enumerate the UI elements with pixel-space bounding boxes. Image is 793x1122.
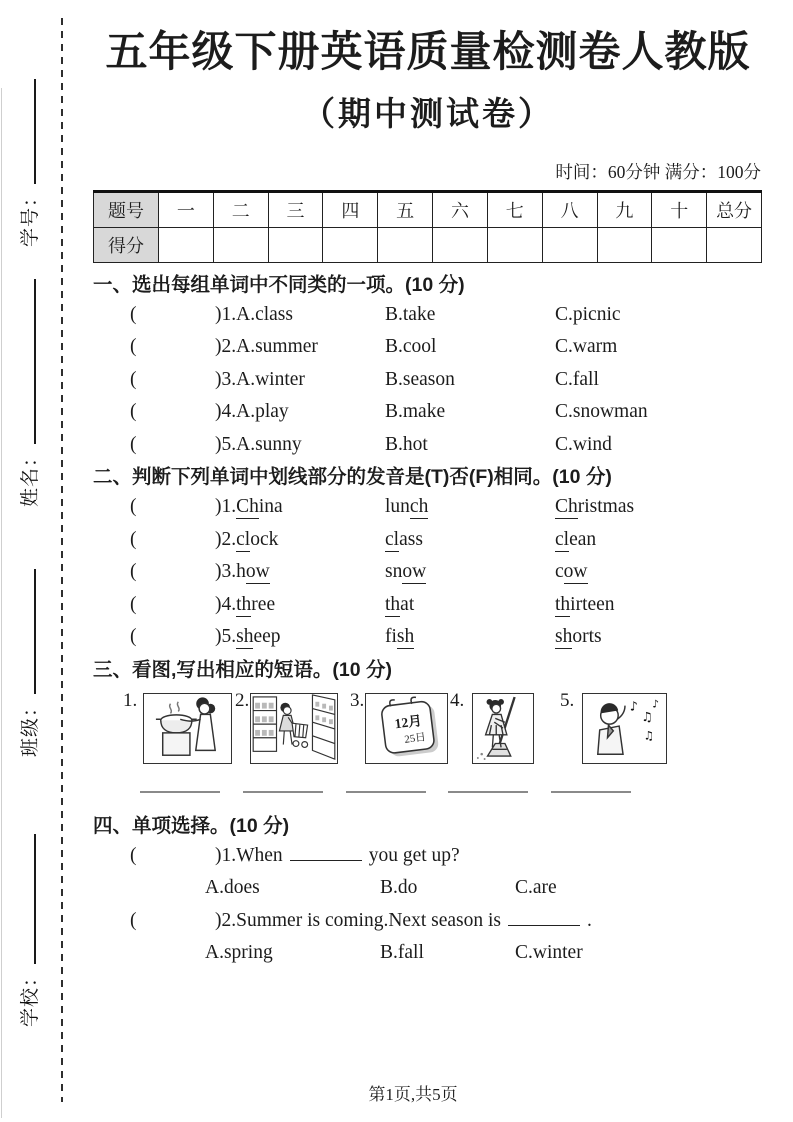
fold-dashed-line [61, 18, 63, 1102]
underlined-letters: Ch [236, 496, 259, 517]
score-cell[interactable] [433, 227, 488, 262]
section2-questions [93, 493, 763, 656]
answer-paren-close: ) [215, 401, 222, 422]
underlined-letters: ch [409, 496, 429, 517]
question-row [93, 301, 763, 334]
option-b: B.make [385, 401, 446, 422]
score-table-corner: 题号 [94, 191, 159, 227]
score-col: 七 [487, 191, 542, 227]
calendar-day: 25日 [403, 730, 427, 746]
options-row [93, 874, 763, 907]
answer-paren-close: ) [215, 303, 222, 325]
score-cell[interactable] [213, 227, 268, 262]
test-paper [93, 0, 763, 972]
option-c: C.wind [555, 433, 612, 455]
word-2: snow [385, 561, 427, 582]
answer-paren-close: ) [215, 496, 222, 517]
word-3: thirteen [555, 593, 615, 615]
cooking-illustration [144, 694, 231, 763]
question-row [93, 907, 763, 940]
word-1: sheep [236, 626, 281, 647]
page-title: 五年级下册英语质量检测卷人教版 [105, 30, 751, 76]
question-row [93, 842, 763, 875]
picture-boy-music [582, 693, 667, 764]
word-2: class [385, 528, 423, 550]
score-cell[interactable] [597, 227, 652, 262]
underlined-letters: cl [555, 528, 570, 550]
picture-number: 1. [123, 689, 138, 711]
sweeping-illustration [473, 694, 533, 763]
question-number: 2. [221, 528, 237, 550]
answer-blank-line[interactable] [448, 791, 528, 793]
question-row [93, 493, 763, 526]
picture-calendar [365, 693, 448, 764]
word-3: shorts [555, 626, 602, 647]
underlined-letters: ow [563, 561, 588, 582]
picture-number: 4. [450, 689, 465, 711]
question-number: 4. [221, 401, 237, 422]
question-row [93, 366, 763, 399]
question-row [93, 398, 763, 431]
answer-paren-open[interactable]: ( [130, 909, 137, 931]
underlined-letters: Ch [555, 496, 578, 517]
answer-paren-close: ) [215, 626, 222, 647]
question-text: Summer is coming.Next season is [236, 909, 501, 931]
score-col: 十 [652, 191, 707, 227]
question-number: 3. [221, 561, 237, 582]
score-row-label: 得分 [94, 227, 159, 262]
word-3: clean [555, 528, 597, 550]
word-1: how [236, 561, 270, 582]
question-row [93, 623, 763, 656]
student-id-label: 学号： [20, 186, 41, 247]
music-note-icon: ♫ [643, 728, 654, 743]
fill-blank-line[interactable] [508, 911, 580, 926]
supermarket-illustration [251, 694, 337, 763]
score-table [93, 190, 762, 263]
answer-blank-line[interactable] [140, 791, 220, 793]
question-text: . [586, 909, 592, 931]
class-label: 班级： [20, 696, 41, 757]
question-number: 4. [221, 593, 237, 615]
music-note-icon: ♫ [641, 708, 653, 724]
score-col: 二 [213, 191, 268, 227]
picture-number: 5. [560, 689, 575, 711]
answer-blank-line[interactable] [243, 791, 323, 793]
picture-row [93, 687, 763, 767]
question-number: 1. [221, 844, 237, 866]
option-b: B.season [385, 368, 455, 390]
score-cell[interactable] [652, 227, 707, 262]
underlined-letters: th [385, 593, 401, 615]
answer-paren-close: ) [215, 433, 222, 455]
answer-paren-open[interactable]: ( [130, 528, 137, 550]
name-field [15, 279, 42, 507]
score-cell[interactable] [707, 227, 762, 262]
option-b: B.take [385, 303, 436, 325]
section1-questions [93, 301, 763, 464]
question-number: 5. [221, 626, 237, 647]
music-illustration [583, 694, 666, 763]
answer-paren-close: ) [215, 561, 222, 582]
option-c: C.fall [555, 368, 599, 390]
word-2: that [385, 593, 415, 615]
section3-heading: 三、看图,写出相应的短语。(10 分) [93, 658, 393, 681]
option-b: B.cool [385, 336, 437, 357]
option-a: A.spring [205, 942, 273, 963]
page-footer: 第1页,共5页 [368, 1085, 458, 1104]
option-c: C.are [515, 877, 557, 898]
class-blank-line[interactable] [20, 569, 36, 694]
options-row [93, 939, 763, 972]
answer-paren-open[interactable]: ( [130, 401, 137, 422]
score-cell[interactable] [159, 227, 214, 262]
score-col: 六 [433, 191, 488, 227]
answer-paren-close: ) [215, 844, 222, 866]
underlined-letters: sh [555, 626, 573, 647]
score-cell[interactable] [323, 227, 378, 262]
option-a: A.winter [236, 368, 305, 390]
answer-blank-line[interactable] [346, 791, 426, 793]
underlined-letters: ow [245, 561, 270, 582]
school-field [15, 834, 42, 1027]
answer-paren-close: ) [215, 593, 222, 615]
phrase-answer-lines [93, 767, 763, 797]
score-cell[interactable] [487, 227, 542, 262]
answer-paren-open[interactable]: ( [130, 626, 137, 647]
option-a: A.does [205, 877, 260, 898]
school-blank-line[interactable] [20, 834, 36, 964]
question-text: you get up? [368, 844, 460, 866]
underlined-letters: cl [385, 528, 400, 550]
picture-girl-sweeping [472, 693, 534, 764]
answer-paren-open[interactable]: ( [130, 368, 137, 390]
question-number: 5. [221, 433, 237, 455]
score-col: 八 [542, 191, 597, 227]
score-col: 一 [159, 191, 214, 227]
word-1: three [236, 593, 276, 615]
score-table-header-row [94, 191, 762, 227]
music-note-icon: ♪ [629, 698, 638, 714]
score-cell[interactable] [542, 227, 597, 262]
answer-paren-close: ) [215, 909, 222, 931]
answer-paren-close: ) [215, 368, 222, 390]
score-cell[interactable] [378, 227, 433, 262]
section4-heading: 四、单项选择。(10 分) [93, 814, 290, 837]
score-col: 九 [597, 191, 652, 227]
option-b: B.do [380, 877, 418, 898]
answer-paren-open[interactable]: ( [130, 844, 137, 866]
section4-questions [93, 842, 763, 972]
option-c: C.picnic [555, 303, 621, 325]
picture-woman-cooking [143, 693, 232, 764]
music-note-icon: ♪ [652, 697, 660, 711]
underlined-letters: th [236, 593, 252, 615]
option-c: C.warm [555, 336, 618, 357]
question-row [93, 526, 763, 559]
answer-paren-close: ) [215, 336, 222, 357]
answer-paren-close: ) [215, 528, 222, 550]
section1-heading: 一、选出每组单词中不同类的一项。(10 分) [93, 273, 465, 296]
option-a: A.sunny [236, 433, 302, 455]
name-blank-line[interactable] [20, 279, 36, 444]
answer-paren-open[interactable]: ( [130, 336, 137, 357]
time-score-info: 时间：60分钟 满分：100分 [555, 161, 761, 182]
question-row [93, 333, 763, 366]
picture-number: 2. [235, 689, 250, 711]
option-a: A.summer [236, 336, 318, 357]
word-1: China [236, 496, 283, 517]
score-col: 四 [323, 191, 378, 227]
score-cell[interactable] [268, 227, 323, 262]
option-b: B.fall [380, 942, 424, 963]
question-row [93, 558, 763, 591]
underlined-letters: ow [402, 561, 427, 582]
section2-heading: 二、判断下列单词中划线部分的发音是(T)否(F)相同。(10 分) [93, 466, 612, 488]
calendar-illustration [366, 694, 447, 763]
question-number: 2. [221, 336, 237, 357]
word-1: clock [236, 528, 279, 550]
student-id-blank-line[interactable] [20, 79, 36, 184]
question-row [93, 431, 763, 464]
word-2: fish [385, 626, 415, 647]
school-label: 学校： [20, 966, 41, 1027]
score-col: 总分 [707, 191, 762, 227]
word-3: Christmas [555, 496, 635, 517]
score-table-score-row [94, 227, 762, 262]
name-label: 姓名： [20, 446, 41, 507]
option-a: A.play [236, 401, 289, 422]
option-c: C.winter [515, 942, 583, 963]
option-c: C.snowman [555, 401, 648, 422]
fill-blank-line[interactable] [290, 846, 362, 861]
answer-paren-open[interactable]: ( [130, 303, 137, 325]
underlined-letters: cl [236, 528, 251, 550]
calendar-month: 12月 [393, 712, 423, 731]
option-b: B.hot [385, 433, 428, 455]
question-number: 2. [221, 909, 237, 931]
student-id-field [15, 79, 42, 247]
question-number: 1. [221, 303, 237, 325]
word-2: lunch [385, 496, 429, 517]
underlined-letters: sh [396, 626, 415, 647]
class-field [15, 569, 42, 757]
answer-blank-line[interactable] [551, 791, 631, 793]
picture-shopping-supermarket [250, 693, 338, 764]
answer-paren-open[interactable]: ( [130, 561, 137, 582]
answer-paren-open[interactable]: ( [130, 433, 137, 455]
question-text: When [236, 844, 283, 866]
underlined-letters: th [555, 593, 571, 615]
question-row [93, 591, 763, 624]
score-col: 三 [268, 191, 323, 227]
word-3: cow [555, 561, 588, 582]
scan-edge-line [1, 88, 2, 1118]
page-subtitle: （期中测试卷） [302, 96, 554, 133]
underlined-letters: sh [236, 626, 254, 647]
answer-paren-open[interactable]: ( [130, 593, 137, 615]
question-number: 3. [221, 368, 237, 390]
question-number: 1. [221, 496, 237, 517]
picture-number: 3. [350, 689, 365, 711]
score-col: 五 [378, 191, 433, 227]
option-a: A.class [236, 303, 293, 325]
answer-paren-open[interactable]: ( [130, 496, 137, 517]
